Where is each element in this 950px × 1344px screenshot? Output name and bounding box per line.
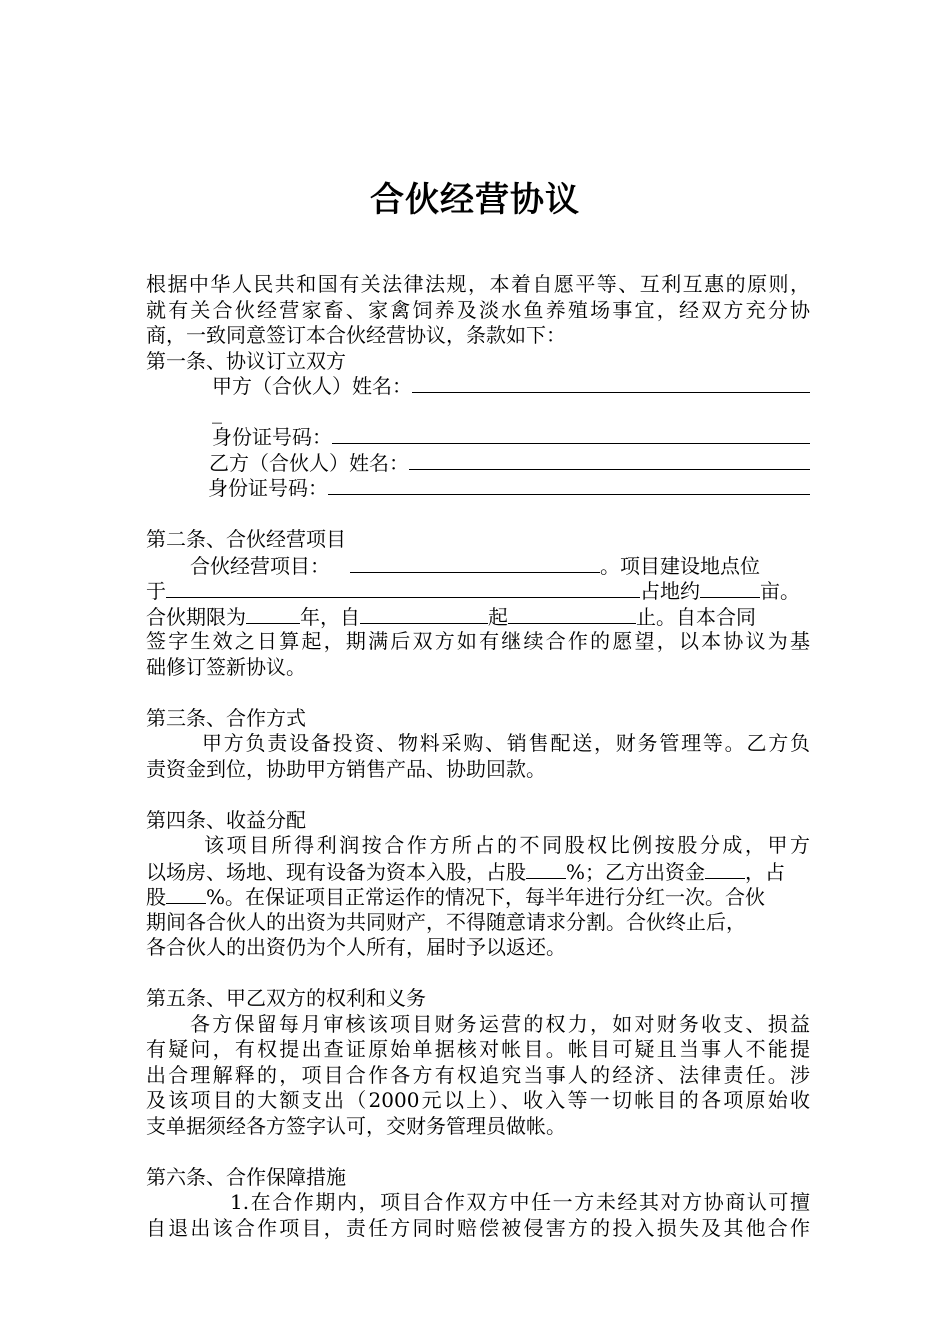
party-b-id-row <box>146 476 810 502</box>
article-3-line: 甲方负责设备投资、物料采购、销售配送，财务管理等。乙方负 <box>202 731 810 755</box>
capital-b-label: %；乙方出资金 <box>566 859 706 884</box>
article-1-heading: 第一条、协议订立双方 <box>146 348 346 373</box>
area-blank[interactable] <box>700 578 760 598</box>
share-a-blank[interactable] <box>526 859 566 879</box>
share-b-label: ，占 <box>745 859 786 884</box>
start-date-blank[interactable] <box>360 604 488 624</box>
article-4-line: 各合伙人的出资仍为个人所有，届时予以返还。 <box>146 935 566 959</box>
article-4-heading: 第四条、收益分配 <box>146 807 306 832</box>
article-3-line: 责资金到位，协助甲方销售产品、协助回款。 <box>146 756 546 781</box>
end-date-blank[interactable] <box>508 604 636 624</box>
party-b-name-label: 乙方（合伙人）姓名： <box>209 450 409 475</box>
article-6-heading: 第六条、合作保障措施 <box>146 1164 346 1189</box>
project-line <box>146 553 810 579</box>
article-5-line: 及该项目的大额支出（2000元以上）、收入等一切帐目的各项原始收 <box>146 1088 810 1112</box>
party-a-name-label: 甲方（合伙人）姓名： <box>212 374 412 398</box>
article-5-line: 出合理解释的，项目合作各方有权追究当事人的经济、法律责任。涉 <box>146 1062 810 1087</box>
area-label: 占地约 <box>640 579 700 603</box>
party-b-id-label: 身份证号码： <box>208 476 328 500</box>
year-text: 年，自 <box>300 604 360 629</box>
mu-text: 亩。 <box>760 579 800 603</box>
gu-text: 股 <box>146 885 166 909</box>
term-label: 合伙期限为 <box>146 604 246 629</box>
party-a-id-blank[interactable] <box>332 425 810 444</box>
project-label: 合伙经营项目： <box>190 553 330 578</box>
article-4-line: 期间各合伙人的出资为共同财产，不得随意请求分割。合伙终止后， <box>146 909 746 934</box>
article-5-line: 支单据须经各方签字认可，交财务管理员做帐。 <box>146 1113 566 1138</box>
party-b-name-row <box>146 451 810 477</box>
article-5-line: 各方保留每月审核该项目财务运营的权力，如对财务收支、损益 <box>190 1011 810 1036</box>
party-a-id-label: 身份证号码： <box>212 425 332 449</box>
party-b-id-blank[interactable] <box>328 476 810 495</box>
article-4-line: 该项目所得利润按合作方所占的不同股权比例按股分成，甲方 <box>204 833 810 857</box>
location-blank[interactable] <box>166 578 640 598</box>
preamble-line: 就有关合伙经营家畜、家禽饲养及淡水鱼养殖场事宜，经双方充分协 <box>146 297 810 322</box>
qi-text: 起 <box>488 604 508 629</box>
preamble-line: 商，一致同意签订本合伙经营协议，条款如下： <box>146 323 566 347</box>
preamble-line: 根据中华人民共和国有关法律法规，本着自愿平等、互利互惠的原则， <box>146 272 810 296</box>
article-5-heading: 第五条、甲乙双方的权利和义务 <box>146 986 426 1010</box>
location-line <box>146 578 810 604</box>
article-6-line: 1.在合作期内，项目合作双方中任一方未经其对方协商认可擅 <box>230 1190 810 1214</box>
document-title: 合伙经营协议 <box>370 180 580 220</box>
article-5-line: 有疑问，有权提出查证原始单据核对帐目。帐目可疑且当事人不能提 <box>146 1037 810 1061</box>
article-2-heading: 第二条、合伙经营项目 <box>146 527 346 551</box>
zhi-text: 止。自本合同 <box>636 604 756 629</box>
term-years-blank[interactable] <box>246 604 300 624</box>
dividend-text: %。在保证项目正常运作的情况下，每半年进行分红一次。合伙 <box>206 885 766 909</box>
article-6-line: 自退出该合作项目，责任方同时赔偿被侵害方的投入损失及其他合作 <box>146 1215 810 1240</box>
share-b-blank[interactable] <box>166 884 206 904</box>
article-4-share-line <box>146 884 810 910</box>
share-a-label: 以场房、场地、现有设备为资本入股，占股 <box>146 859 526 884</box>
location-label: 。项目建设地点位 <box>600 553 760 578</box>
article-4-share-line <box>146 859 810 885</box>
term-line <box>146 604 810 630</box>
party-a-id-row <box>146 425 810 451</box>
project-blank[interactable] <box>350 553 600 573</box>
party-a-name-row <box>146 374 810 400</box>
term-tail-line: 础修订签新协议。 <box>146 654 306 679</box>
document-body <box>146 272 810 1241</box>
article-3-heading: 第三条、合作方式 <box>146 705 306 730</box>
party-a-name-blank[interactable] <box>412 374 810 393</box>
party-b-name-blank[interactable] <box>409 451 810 470</box>
wrap-underscore: _ <box>212 399 222 424</box>
capital-b-blank[interactable] <box>705 859 745 879</box>
yu-text: 于 <box>146 579 166 603</box>
term-tail-line: 签字生效之日算起，期满后双方如有继续合作的愿望，以本协议为基 <box>146 629 810 653</box>
